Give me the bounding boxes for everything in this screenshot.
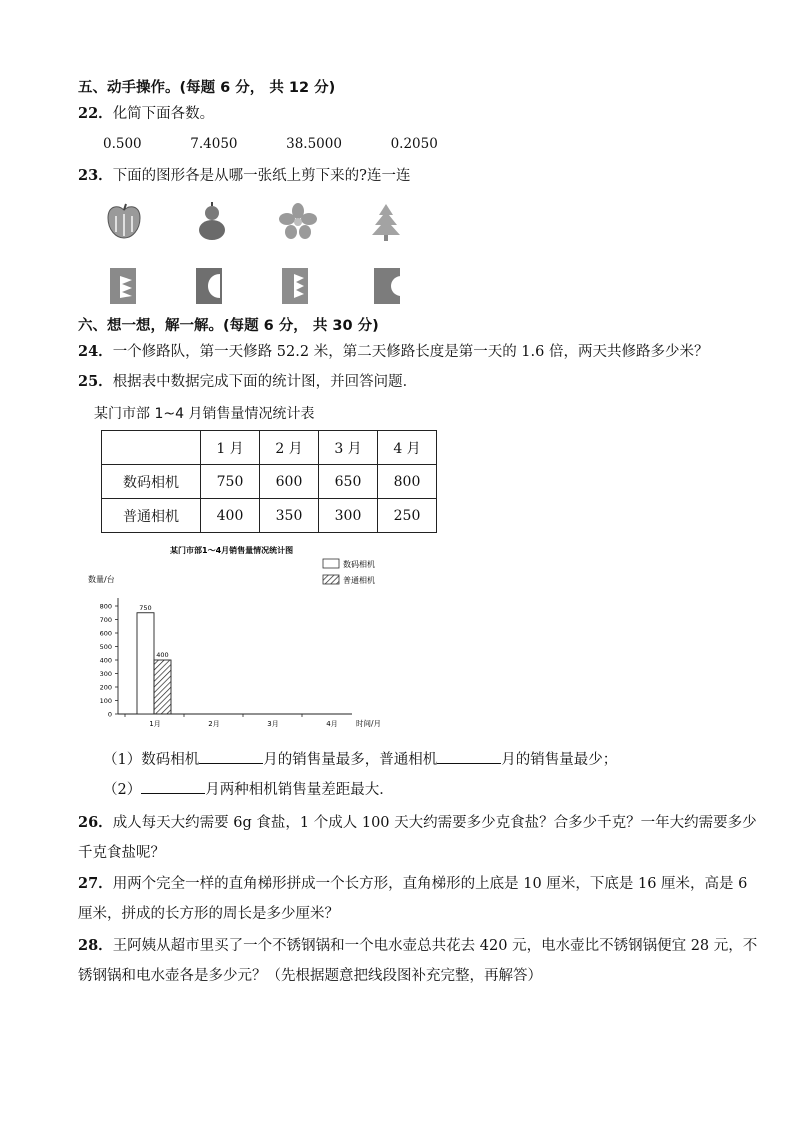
table-cell: 250: [378, 499, 437, 533]
question-25: [78, 372, 417, 392]
sub2-suffix: 月两种相机销售量差距最大．: [205, 782, 394, 798]
sub1-suffix: 月的销售量最少；: [501, 752, 618, 768]
table-header-cell: [102, 431, 201, 465]
y-tick-label: 800: [99, 602, 112, 611]
bar-digital-camera: [137, 613, 154, 714]
question-24: [78, 342, 708, 362]
x-axis-label: 时间/月: [356, 719, 382, 728]
x-tick-label: 4月: [326, 720, 338, 728]
q28-line1: 王阿姨从超市里买了一个不锈钢锅和一个电水壶总共花去 420 元，电水壶比不锈钢锅便宜 28 元，不: [112, 938, 758, 954]
question-22: [78, 104, 214, 124]
table-row: [102, 465, 437, 499]
paper-zigzag-icon[interactable]: [280, 266, 310, 306]
q25-text: 根据表中数据完成下面的统计图，并回答问题．: [112, 374, 418, 390]
answer-blank-1[interactable]: [199, 749, 263, 764]
table-cell: 300: [319, 499, 378, 533]
q24-text: 一个修路队，第一天修路 52.2 米，第二天修路长度是第一天的 1.6 倍，两天共修路多少米？: [112, 344, 709, 360]
sub1-middle: 月的销售量最多，普通相机: [263, 752, 438, 768]
q27-line1: 用两个完全一样的直角梯形拼成一个长方形，直角梯形的上底是 10 厘米，下底是 16 厘米，高是 6: [112, 876, 748, 892]
section6-title: 六、想一想，解一解。(每题 6 分， 共 30 分): [78, 318, 379, 334]
q25-sub1: [103, 749, 617, 770]
sales-table: [101, 430, 437, 533]
q22-number: 22．: [78, 105, 113, 122]
q22-value: 38.5000: [286, 136, 342, 152]
data-label: 400: [156, 651, 169, 659]
q22-text: 化简下面各数。: [112, 106, 215, 122]
table-cell: 650: [319, 465, 378, 499]
q22-values: [103, 134, 482, 154]
y-tick-label: 100: [99, 697, 112, 705]
sub1-prefix: （1）数码相机: [103, 752, 200, 768]
question-28: [78, 936, 757, 956]
table-cell: 750: [201, 465, 260, 499]
q23-text: 下面的图形各是从哪一张纸上剪下来的?连一连: [112, 168, 411, 184]
table-header-cell: 2 月: [260, 431, 319, 465]
data-label: 750: [139, 603, 152, 612]
y-tick-label: 400: [99, 656, 112, 665]
table-cell: 800: [378, 465, 437, 499]
table-header-row: [102, 431, 437, 465]
answer-blank-3[interactable]: [141, 779, 205, 794]
bar-ordinary-camera: [154, 660, 171, 714]
question-27: [78, 874, 747, 894]
table-header-cell: 1 月: [201, 431, 260, 465]
gourd-cutout-icon[interactable]: [194, 202, 230, 242]
y-axis-label: 数量/台: [88, 575, 115, 584]
table-cell: 600: [260, 465, 319, 499]
table-title: 某门市部 1~4 月销售量情况统计表: [94, 406, 315, 422]
q28-line2: 锈钢锅和电水壶各是多少元？（先根据题意把线段图补充完整，再解答）: [78, 968, 542, 984]
flower-cutout-icon[interactable]: [278, 202, 318, 240]
q23-number: 23．: [78, 167, 113, 184]
table-header-cell: 3 月: [319, 431, 378, 465]
q25-sub2: [103, 779, 394, 800]
q22-value: 7.4050: [190, 136, 238, 152]
table-row: [102, 499, 437, 533]
q28-number: 28．: [78, 937, 113, 954]
legend-swatch-ordinary: [323, 575, 339, 584]
y-tick-label: 300: [99, 670, 112, 678]
y-tick-label: 600: [99, 629, 112, 638]
q26-line2: 千克食盐呢？: [78, 845, 165, 861]
sales-bar-chart: [80, 540, 420, 735]
paper-notch-icon[interactable]: [372, 266, 402, 306]
chart-title: 某门市部1～4月销售量情况统计图: [170, 546, 294, 555]
answer-blank-2[interactable]: [437, 749, 501, 764]
table-header-cell: 4 月: [378, 431, 437, 465]
q22-value: 0.2050: [390, 136, 438, 152]
table-row-label: 数码相机: [102, 465, 201, 499]
sub2-prefix: （2）: [103, 782, 142, 798]
question-26: [78, 813, 757, 833]
q22-value: 0.500: [103, 136, 142, 152]
q26-number: 26．: [78, 814, 113, 831]
y-tick-label: 0: [107, 710, 112, 719]
legend-label-digital: 数码相机: [343, 560, 375, 569]
q26-line1: 成人每天大约需要 6g 食盐，1 个成人 100 天大约需要多少克食盐？合多少千克？一年大约需要多少: [112, 815, 757, 831]
table-cell: 350: [260, 499, 319, 533]
paper-e-icon[interactable]: [108, 266, 138, 306]
table-cell: 400: [201, 499, 260, 533]
legend-swatch-digital: [323, 559, 339, 568]
y-tick-label: 700: [99, 616, 112, 624]
q27-number: 27．: [78, 875, 113, 892]
question-23: [78, 166, 410, 186]
tree-cutout-icon[interactable]: [370, 202, 402, 242]
legend-label-ordinary: 普通相机: [343, 576, 375, 585]
y-tick-label: 200: [99, 683, 112, 692]
x-tick-label: 1月: [149, 720, 161, 728]
y-tick-label: 500: [99, 643, 112, 651]
paper-c-icon[interactable]: [194, 266, 224, 306]
section5-title: 五、动手操作。(每题 6 分， 共 12 分): [78, 80, 336, 96]
apple-cutout-icon[interactable]: [104, 202, 144, 242]
x-tick-label: 3月: [267, 720, 279, 728]
q24-number: 24．: [78, 343, 113, 360]
x-tick-label: 2月: [208, 720, 220, 728]
q27-line2: 厘米，拼成的长方形的周长是多少厘米？: [78, 906, 339, 922]
table-row-label: 普通相机: [102, 499, 201, 533]
q25-number: 25．: [78, 373, 113, 390]
